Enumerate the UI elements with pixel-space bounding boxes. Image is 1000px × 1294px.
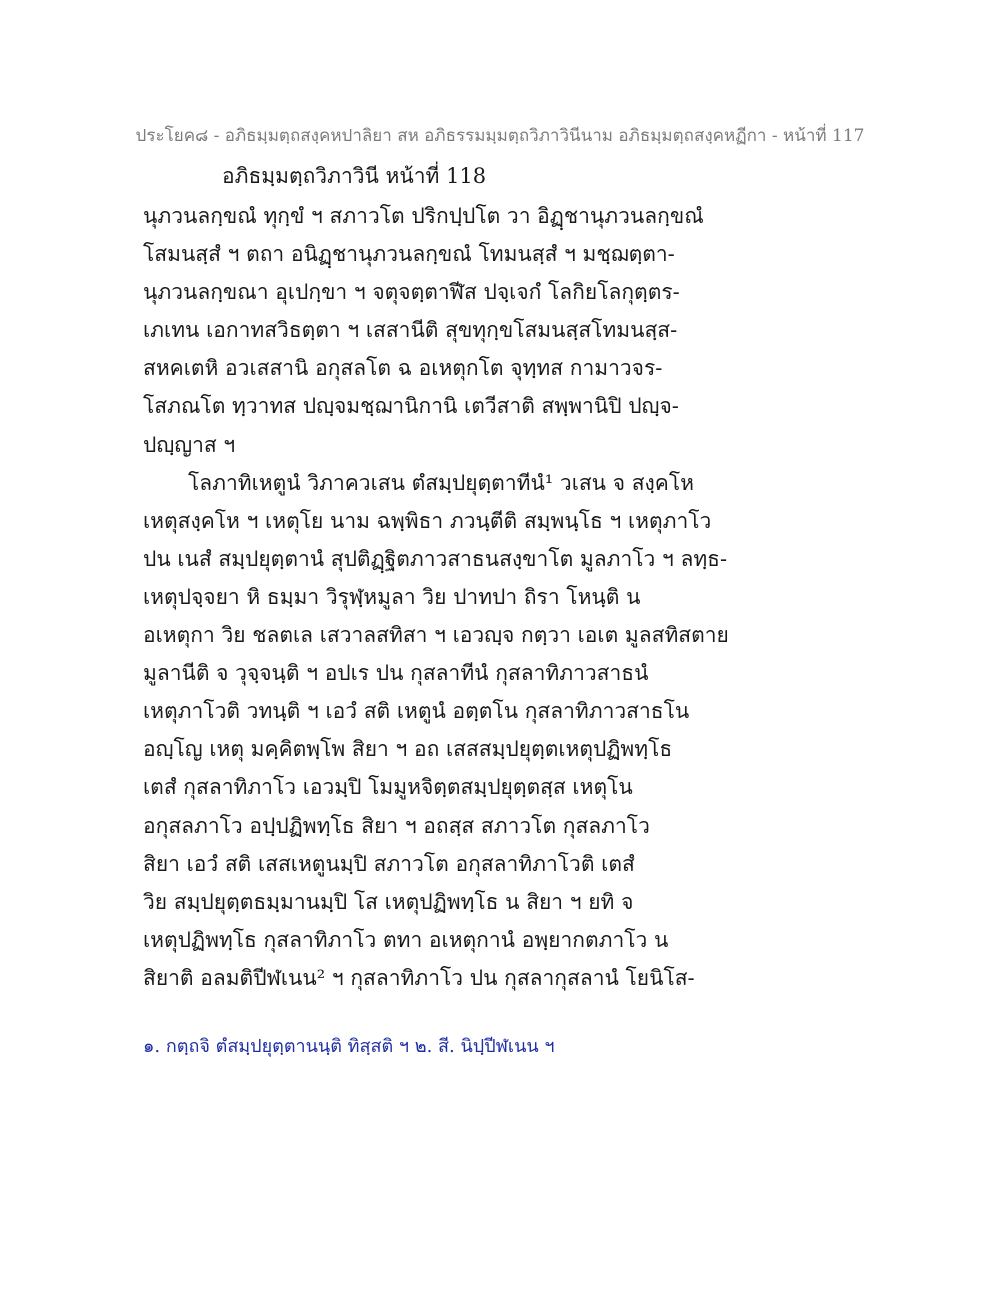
body-line: โสมนสฺสํ ฯ ตถา อนิฏฺชานุภวนลกฺขณํ โทมนสฺสํ ฯ มชฺฌตฺตา-	[143, 242, 675, 267]
body-line: เภเทน เอกาทสวิธตฺตา ฯ เสสานีติ สุขทุกฺขโสมนสฺสโทมนสฺส-	[143, 318, 678, 343]
body-line: เหตุสงฺคโห ฯ เหตุโย นาม ฉพฺพิธา ภวนฺตีติ สมฺพนฺโธ ฯ เหตุภาโว	[143, 508, 712, 533]
body-text	[143, 197, 729, 997]
body-line: เตสํ กุสลาทิภาโว เอวมฺปิ โมมูหจิตฺตสมฺปยุตฺตสฺส เหตุโน	[143, 775, 633, 800]
body-line: เหตุปฏิพทฺโธ กุสลาทิภาโว ตทา อเหตุกานํ อพฺยากตภาโว น	[143, 927, 669, 952]
body-line: เหตุปจฺจยา หิ ธมฺมา วิรุฬฺหมูลา วิย ปาทปา ถิรา โหนฺติ น	[143, 584, 641, 609]
body-line: อกุสลภาโว อปฺปฏิพทฺโธ สิยา ฯ อถสฺส สภาวโต กุสลภาโว	[143, 813, 650, 838]
body-line: เหตุภาโวติ วทนฺติ ฯ เอวํ สติ เหตูนํ อตฺตโน กุสลาทิภาวสาธโน	[143, 699, 690, 724]
body-line: สิยาติ อลมติปีฬเนน² ฯ กุสลาทิภาโว ปน กุสลากุสลานํ โยนิโส-	[143, 965, 695, 990]
body-line: มูลานีติ จ วุจฺจนฺติ ฯ อปเร ปน กุสลาทีนํ กุสลาทิภาวสาธนํ	[143, 661, 649, 686]
body-line: สหคเตหิ อวเสสานิ อกุสลโต ฉ อเหตุกโต จุทฺทส กามาวจร-	[143, 356, 663, 381]
body-line: โสภณโต ทฺวาทส ปญฺจมชฺฌานิกานิ เตวีสาติ สพฺพานิปิ ปญฺจ-	[143, 394, 679, 419]
body-line: อเหตุกา วิย ชลตเล เสวาลสทิสา ฯ เอวญฺจ กตฺวา เอเต มูลสทิสตาย	[143, 623, 729, 648]
page-subheader: อภิธมฺมตฺถวิภาวินี หน้าที่ 118	[222, 164, 487, 188]
paragraph-start-line: โลภาทิเหตูนํ วิภาควเสน ตํสมฺปยุตฺตาทีนํ¹ วเสน จ สงฺคโห	[188, 470, 694, 495]
body-line: ปน เนสํ สมฺปยุตฺตานํ สุปติฏฺฐิตภาวสาธนสงฺขาโต มูลภาโว ฯ ลทฺธ-	[143, 546, 728, 571]
footnote: ๑. กตฺถจิ ตํสมฺปยุตฺตานนฺติ ทิสฺสติ ฯ ๒. สี. นิปฺปีฬเนน ฯ	[143, 1036, 555, 1057]
body-line: สิยา เอวํ สติ เสสเหตูนมฺปิ สภาวโต อกุสลาทิภาโวติ เตสํ	[143, 851, 635, 876]
running-header: ประโยค๘ - อภิธมฺมตฺถสงฺคหปาลิยา สห อภิธรรมมฺมตฺถวิภาวินีนาม อภิธมฺมตฺถสงฺคหฏีกา - หน้าที่ 117	[135, 126, 865, 146]
body-line: นุภวนลกฺขณา อุเปกฺขา ฯ จตุจตฺตาฬีส ปจฺเจกํ โลกิยโลกุตฺตร-	[143, 280, 680, 305]
body-line: ปญฺญาส ฯ	[143, 432, 236, 457]
body-line: นุภวนลกฺขณํ ทุกฺขํ ฯ สภาวโต ปริกปฺปโต วา อิฏฺชานุภวนลกฺขณํ	[143, 204, 704, 228]
body-line: วิย สมฺปยุตฺตธมฺมานมฺปิ โส เหตุปฏิพทฺโธ น สิยา ฯ ยทิ จ	[143, 889, 634, 914]
body-line: อญฺโญ เหตุ มคฺคิตพฺโพ สิยา ฯ อถ เสสสมฺปยุตฺตเหตุปฏิพทฺโธ	[143, 737, 673, 762]
